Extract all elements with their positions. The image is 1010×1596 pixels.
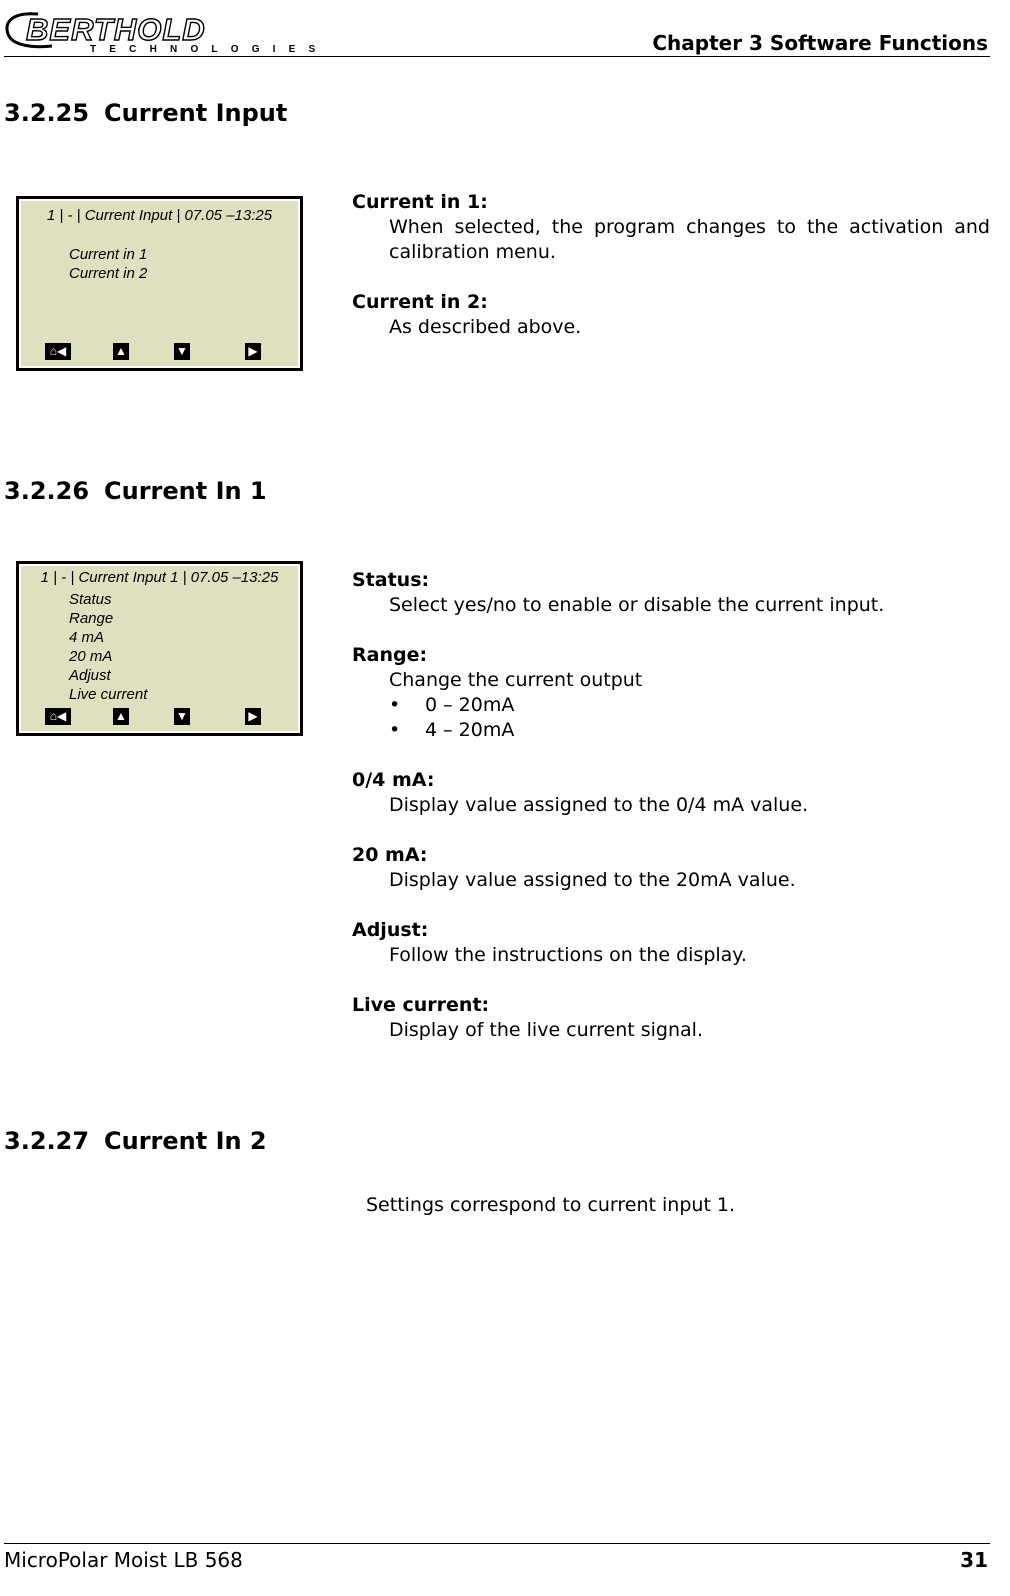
section-number: 3.2.27 — [4, 1127, 90, 1155]
range-options-list — [352, 693, 990, 743]
section-title: Current In 2 — [104, 1127, 267, 1155]
lcd-menu-item-current-in-2[interactable]: Current in 2 — [69, 265, 148, 282]
lcd-home-back-button[interactable]: ⌂◀ — [45, 708, 71, 725]
current-input-description — [352, 190, 990, 340]
lcd-menu-item-4ma[interactable]: 4 mA — [69, 629, 105, 646]
section-number: 3.2.26 — [4, 477, 90, 505]
section-number: 3.2.25 — [4, 99, 90, 127]
term: Current in 1: — [352, 191, 488, 213]
term: Live current: — [352, 994, 490, 1016]
lcd-menu-item-live-current[interactable]: Live current — [69, 686, 148, 703]
term: Current in 2: — [352, 291, 488, 313]
lcd-title: 1 | - | Current Input | 07.05 –13:25 — [46, 207, 273, 224]
definition: Follow the instructions on the display. — [389, 944, 747, 966]
section-heading-3-2-27 — [4, 1127, 267, 1155]
footer-rule — [4, 1543, 990, 1544]
lcd-up-button[interactable]: ▲ — [113, 343, 129, 360]
section-title: Current In 1 — [104, 477, 267, 505]
term: Adjust: — [352, 919, 429, 941]
lcd-menu-item-status[interactable]: Status — [69, 591, 112, 608]
lcd-down-button[interactable]: ▼ — [174, 343, 190, 360]
definition: As described above. — [389, 316, 582, 338]
lcd-menu-item-20ma[interactable]: 20 mA — [69, 648, 113, 665]
lcd-menu-item-adjust[interactable]: Adjust — [69, 667, 111, 684]
lcd-menu-item-current-in-1[interactable]: Current in 1 — [69, 246, 148, 263]
lcd-up-button[interactable]: ▲ — [113, 708, 129, 725]
logo-wordmark: BERTHOLD — [26, 12, 206, 47]
berthold-logo — [4, 8, 329, 55]
term: Range: — [352, 644, 428, 666]
footer-product: MicroPolar Moist LB 568 — [4, 1548, 243, 1572]
lcd-display-current-in-1 — [16, 561, 303, 736]
lcd-menu-item-range[interactable]: Range — [69, 610, 114, 627]
lcd-home-back-button[interactable]: ⌂◀ — [45, 343, 71, 360]
definition: Display value assigned to the 20mA value. — [389, 869, 796, 891]
section-title: Current Input — [104, 99, 288, 127]
definition: Display of the live current signal. — [389, 1019, 704, 1041]
bullet: • — [389, 694, 401, 716]
definition: Display value assigned to the 0/4 mA value. — [389, 794, 809, 816]
definition: Change the current output — [389, 669, 643, 691]
term: 20 mA: — [352, 844, 428, 866]
lcd-right-button[interactable]: ▶ — [245, 708, 261, 725]
list-item: • 0 – 20mA — [389, 694, 515, 716]
page-number: 31 — [960, 1548, 988, 1572]
definition: Select yes/no to enable or disable the current input. — [389, 594, 885, 616]
term: 0/4 mA: — [352, 769, 435, 791]
term: Status: — [352, 569, 430, 591]
lcd-down-button[interactable]: ▼ — [174, 708, 190, 725]
lcd-display-current-input — [16, 196, 303, 371]
section-heading-3-2-26 — [4, 477, 267, 505]
definition: When selected, the program changes to the activation and calibration menu. — [389, 216, 990, 263]
chapter-title: Chapter 3 Software Functions — [652, 31, 988, 55]
lcd-right-button[interactable]: ▶ — [245, 343, 261, 360]
current-in-2-description: Settings correspond to current input 1. — [366, 1194, 736, 1216]
current-in-1-description — [352, 568, 990, 1043]
logo-subtext: TECHNOLOGIES — [90, 44, 329, 55]
lcd-title: 1 | - | Current Input 1 | 07.05 –13:25 — [40, 569, 279, 586]
section-heading-3-2-25 — [4, 99, 287, 127]
header-rule — [4, 56, 990, 57]
list-item: • 4 – 20mA — [389, 719, 515, 741]
bullet: • — [389, 719, 401, 741]
